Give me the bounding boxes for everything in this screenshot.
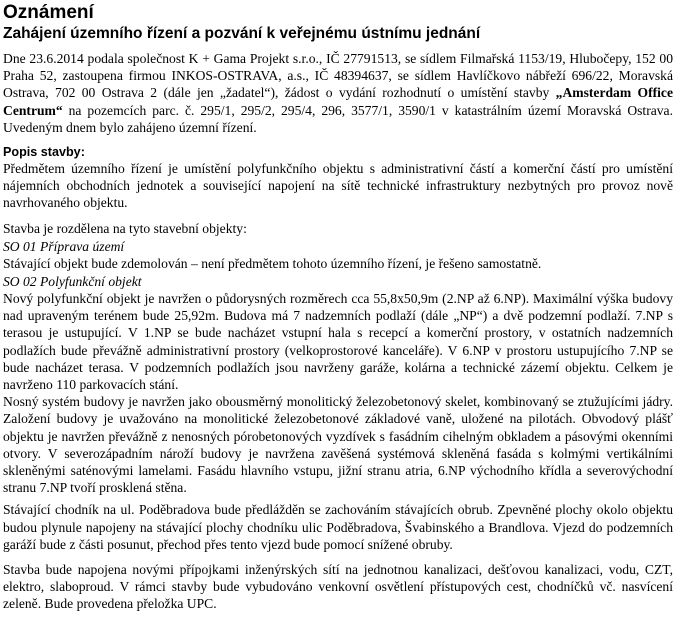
popis-heading: Popis stavby: bbox=[3, 145, 85, 160]
intro-part2: na pozemcích parc. č. 295/1, 295/2, 295/4, 296, 3577/1, 3590/1 v katastrálním území Moravská Ostrava. Uvedeným dnem bylo zahájeno územní řízení. bbox=[3, 102, 673, 135]
so02-paragraph-3: Stávající chodník na ul. Poděbradova bude předlážděn se zachováním stávajících obrub. Zpevněné plochy okolo objektu budou plynule napojeny na stávající plochy chodníku ulic Poděbradova, Švabinského a Brandlova. Vjezd do podzemních garáží bude z části posunut, přechod přes tento vjezd bude pomocí snížené obruby. bbox=[3, 502, 673, 552]
so02-paragraph-4: Stavba bude napojena novými přípojkami inženýrských sítí na jednotnou kanalizaci, dešťovou kanalizaci, vodu, CZT, elektro, slaboproud. V rámci stavby bude vybudováno venkovní osvětlení přístupových cest, chodníčků vč. nasvícení zeleně. Bude provedena přeložka UPC. bbox=[3, 562, 673, 612]
spacer bbox=[3, 212, 673, 220]
intro-part1: Dne 23.6.2014 podala společnost K + Gama Projekt s.r.o., IČ 27791513, se sídlem Filmařská 1153/19, Hlubočepy, 152 00 Praha 52, zastoupena firmou INKOS-OSTRAVA, a.s., IČ 48394637, se sídlem Havlíčkovo nábřeží 696/22, Moravská Ostrava, 702 00 Ostrava 2 (dále jen „žadatel“), žádost o vydání rozhodnutí o umístění stavby bbox=[3, 51, 673, 101]
spacer bbox=[3, 553, 673, 561]
so02-paragraph-1: Nový polyfunkční objekt je navržen o půdorysných rozměrech cca 55,8x50,9m (2.NP až 6.NP). Maximální výška budovy nad upraveným terénem bude 25,92m. Budova má 7 nadzemních podlaží (dále „NP“) a dvě podzemní podlaží. 7.NP s terasou je ustupující. V 1.NP se bude nacházet vstupní hala s recepcí a komerční prostory, v ostatních nadzemních podlažích bude převážně administrativní prostory (velkoprostorové kanceláře). V 6.NP v prostoru ustupujícího 7.NP se bude nacházet terasa. V podzemních podlažích jsou navrženy garáže, kolárna a technické zázemí objektu. Celkem je navrženo 110 parkovacích stání. bbox=[3, 291, 673, 393]
notice-title: Oznámení bbox=[3, 2, 94, 23]
so01-heading: SO 01 Příprava území bbox=[3, 238, 125, 254]
notice-document bbox=[3, 2, 673, 613]
notice-subtitle: Zahájení územního řízení a pozvání k veřejnému ústnímu jednání bbox=[3, 25, 481, 42]
so02-heading: SO 02 Polyfunkční objekt bbox=[3, 274, 142, 290]
so01-paragraph: Stávající objekt bude zdemolován – není předmětem tohoto územního řízení, je řešeno samostatně. bbox=[3, 255, 542, 271]
so02-paragraph-2: Nosný systém budovy je navržen jako obousměrný monolitický železobetonový skelet, kombinovaný se ztužujícími jádry. Založení budovy je uvažováno na monolitické železobetonové základové vaně, uložené na pilotách. Obvodový plášť objektu je navržen převážně z nenosných pórobetonových vyzdívek s fasádním cihelným obkladem a pásovými okenními otvory. V severozápadním nároží budovy je navržena zavěšená systémová skleněná fasáda s kolmými vertikálními skleněnými saténovými lamelami. Fasádu hlavního vstupu, jižní stranu atria, 6.NP východního křídla a severovýchodní stranu 7.NP tvoří prosklená stěna. bbox=[3, 394, 673, 496]
project-name: „Amsterdam Office Centrum“ bbox=[3, 85, 673, 118]
intro-paragraph bbox=[3, 50, 673, 136]
division-paragraph: Stavba je rozdělena na tyto stavební objekty: bbox=[3, 220, 247, 236]
popis-paragraph: Předmětem územního řízení je umístění polyfunkčního objektu s administrativní částí a komerční částí pro umístění nájemních obchodních jednotek a související napojení na sítě technické infrastruktury nezbytných pro provoz nově navrhovaného objektu. bbox=[3, 161, 673, 211]
